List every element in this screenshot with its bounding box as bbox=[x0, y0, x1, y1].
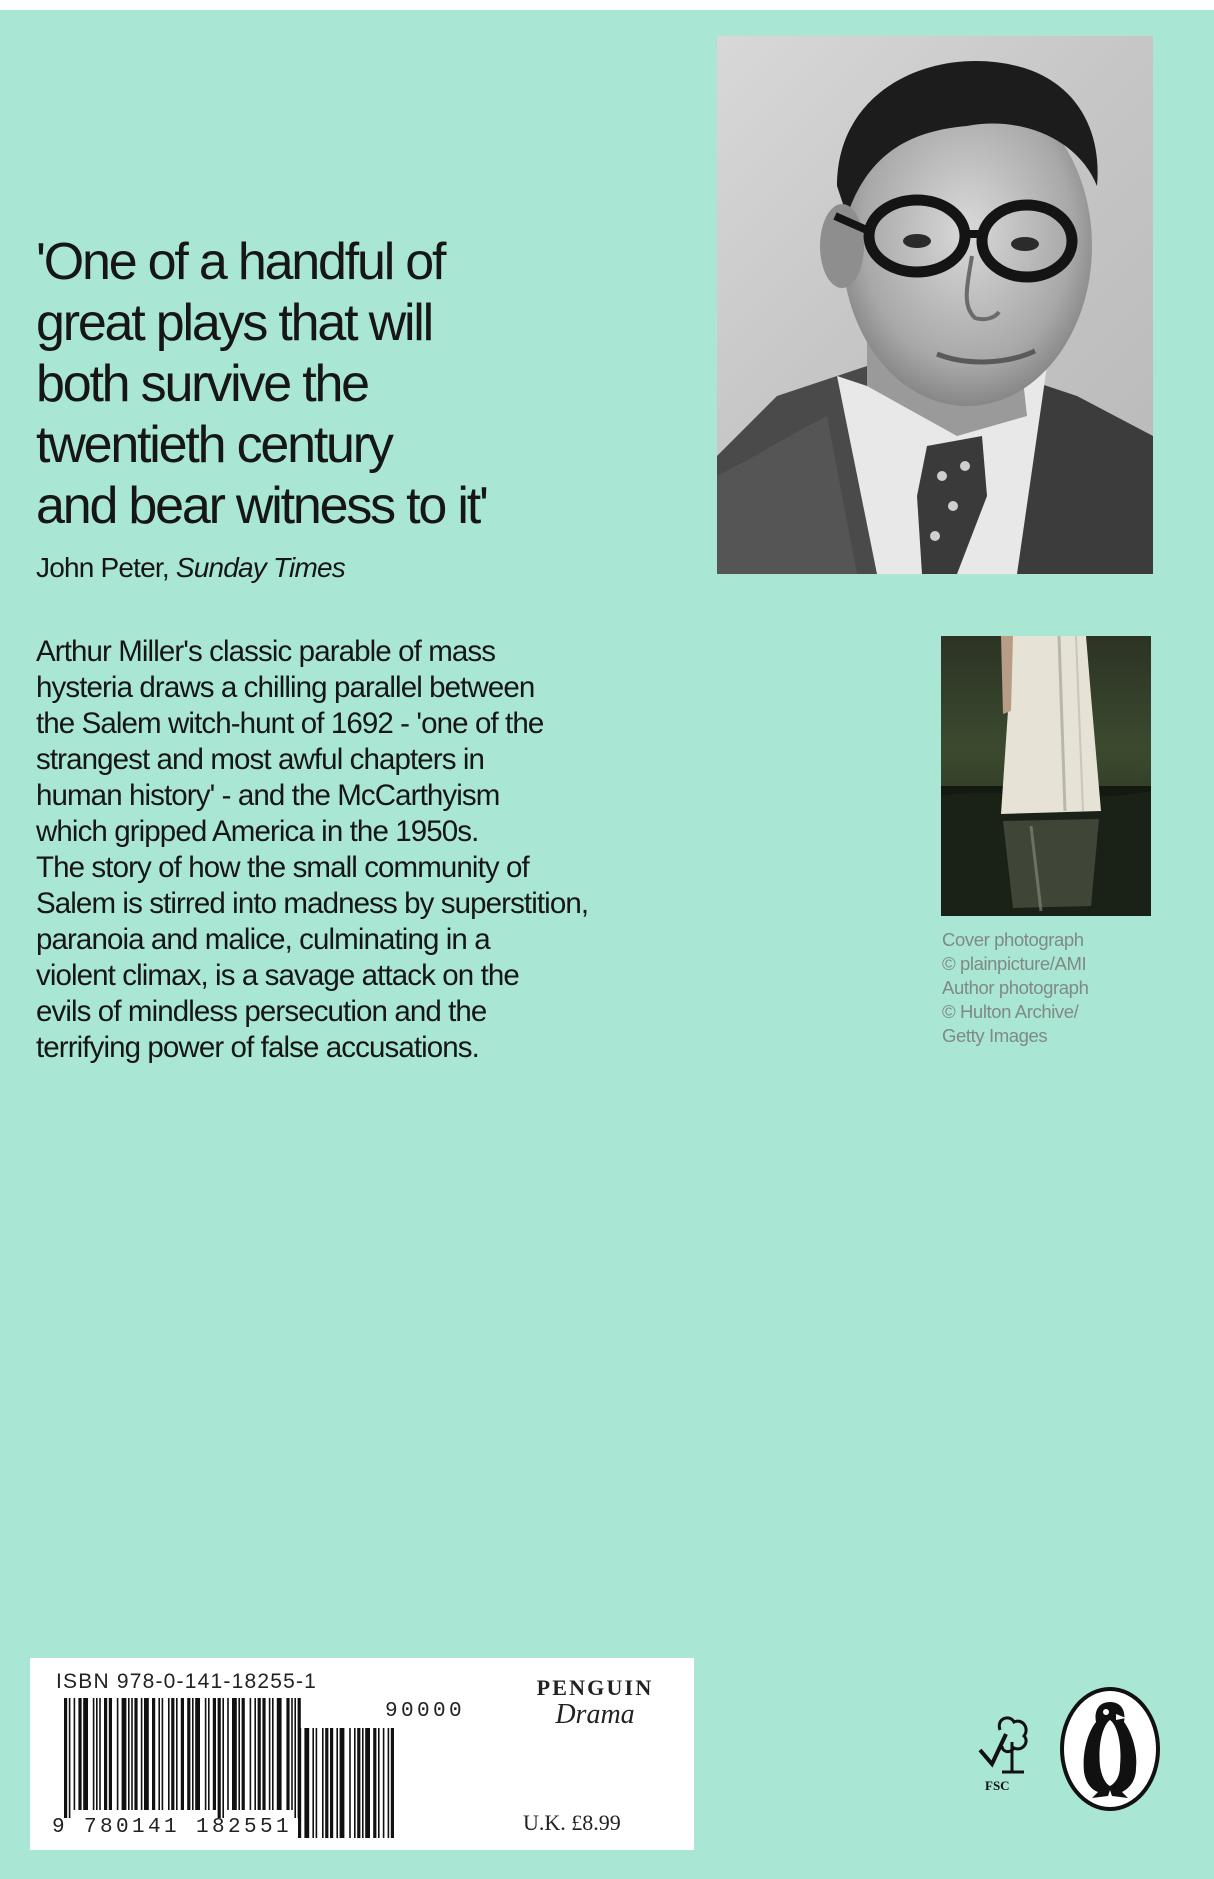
barcode-bar bbox=[187, 1698, 190, 1810]
barcode-bar bbox=[64, 1698, 67, 1818]
barcode-bar bbox=[222, 1698, 224, 1818]
barcode-digits: 9 780141 182551 bbox=[52, 1816, 293, 1839]
barcode-addon-bar bbox=[298, 1728, 301, 1838]
barcode-bar bbox=[134, 1698, 137, 1810]
barcode-bar bbox=[242, 1698, 245, 1810]
barcode-bar bbox=[176, 1698, 178, 1810]
blurb-line: Arthur Miller's classic parable of mass bbox=[36, 635, 496, 668]
barcode-bar bbox=[117, 1698, 119, 1810]
barcode-bar bbox=[227, 1698, 229, 1810]
quote-line: twentieth century bbox=[36, 416, 392, 474]
barcode-bar bbox=[294, 1698, 296, 1818]
author-portrait-image bbox=[717, 36, 1153, 574]
barcode-bar bbox=[232, 1698, 237, 1810]
barcode-bar bbox=[291, 1698, 293, 1810]
barcode-bar bbox=[208, 1698, 210, 1810]
credit-line: Author photograph bbox=[942, 977, 1089, 998]
publisher-imprint-block bbox=[520, 1675, 670, 1731]
barcode-addon-bar bbox=[322, 1728, 324, 1838]
barcode-bar bbox=[195, 1698, 200, 1810]
credit-line: © Hulton Archive/ bbox=[942, 1001, 1079, 1022]
blurb-line: hysteria draws a chilling parallel between bbox=[36, 671, 535, 704]
barcode-bar bbox=[152, 1698, 155, 1810]
barcode-bar bbox=[104, 1698, 107, 1810]
publisher-imprint: Drama bbox=[555, 1699, 635, 1730]
barcode-bar bbox=[144, 1698, 149, 1810]
photo-credits bbox=[942, 928, 1172, 1048]
barcode-bar bbox=[254, 1698, 256, 1810]
barcode-bar bbox=[74, 1698, 76, 1810]
publisher-name: PENGUIN bbox=[536, 1675, 654, 1700]
barcode-bar bbox=[258, 1698, 261, 1810]
cover-photo-image bbox=[941, 636, 1151, 916]
barcode-bar bbox=[269, 1698, 271, 1810]
barcode-bar bbox=[171, 1698, 174, 1810]
barcode-bar bbox=[96, 1698, 98, 1810]
barcode-addon-bar bbox=[354, 1728, 356, 1838]
blurb-line: strangest and most awful chapters in bbox=[36, 743, 485, 776]
barcode-bar bbox=[286, 1698, 289, 1810]
price: U.K. £8.99 bbox=[523, 1810, 621, 1835]
quote-line: both survive the bbox=[36, 355, 368, 413]
barcode-addon-bar bbox=[312, 1728, 314, 1838]
barcode-bar bbox=[277, 1698, 282, 1810]
barcode-addon-bar bbox=[383, 1728, 385, 1838]
barcode-addon-bar bbox=[357, 1728, 360, 1838]
quote-line: 'One of a handful of bbox=[36, 233, 445, 291]
isbn-text: ISBN 978-0-141-18255-1 bbox=[56, 1670, 318, 1693]
blurb-line: The story of how the small community of bbox=[36, 851, 529, 884]
barcode-addon-bar bbox=[391, 1728, 394, 1838]
attribution-source: Sunday Times bbox=[175, 552, 345, 583]
barcode-bar bbox=[250, 1698, 252, 1810]
review-quote bbox=[36, 232, 656, 537]
barcode-addon-bar bbox=[362, 1728, 364, 1838]
attribution-name: John Peter, bbox=[36, 552, 176, 583]
barcode-bar bbox=[238, 1698, 240, 1810]
barcode-bar bbox=[93, 1698, 95, 1810]
author-photo bbox=[717, 36, 1153, 574]
barcode-bar bbox=[69, 1698, 71, 1818]
barcode-bar bbox=[109, 1698, 112, 1810]
quote-attribution bbox=[36, 552, 345, 584]
barcode-addon-bar bbox=[365, 1728, 370, 1838]
barcode-addon-bar bbox=[304, 1728, 309, 1838]
blurb-line: terrifying power of false accusations. bbox=[36, 1031, 479, 1064]
penguin-logo-icon bbox=[1058, 1686, 1162, 1812]
barcode-bar bbox=[128, 1698, 130, 1810]
blurb-line: the Salem witch-hunt of 1692 - 'one of the bbox=[36, 707, 544, 740]
barcode-bar bbox=[205, 1698, 207, 1810]
barcode-addon-bar bbox=[340, 1728, 345, 1838]
barcode-bar bbox=[83, 1698, 88, 1810]
credit-line: Getty Images bbox=[942, 1025, 1048, 1046]
barcode-bar bbox=[122, 1698, 127, 1810]
barcode-bar bbox=[131, 1698, 133, 1810]
quote-line: great plays that will bbox=[36, 294, 433, 352]
barcode-addon-bar bbox=[378, 1728, 380, 1838]
barcode-addon-digits: 90000 bbox=[385, 1700, 466, 1723]
blurb-line: Salem is stirred into madness by superstition, bbox=[36, 887, 589, 920]
barcode-bar bbox=[181, 1698, 184, 1810]
fsc-label: FSC bbox=[985, 1778, 1010, 1793]
fsc-tree-icon bbox=[972, 1712, 1032, 1778]
barcode-bar bbox=[158, 1698, 160, 1810]
barcode-bar bbox=[262, 1698, 265, 1810]
barcode-bar bbox=[272, 1698, 274, 1810]
blurb-line: violent climax, is a savage attack on the bbox=[36, 959, 519, 992]
credit-line: Cover photograph bbox=[942, 929, 1084, 950]
barcode-addon-bar bbox=[388, 1728, 390, 1838]
barcode-bar bbox=[213, 1698, 216, 1810]
barcode-bar bbox=[162, 1698, 164, 1810]
barcode-bar bbox=[141, 1698, 143, 1810]
barcode-addon-bar bbox=[316, 1728, 318, 1838]
barcode-addon-bar bbox=[373, 1728, 376, 1838]
quote-line: and bear witness to it' bbox=[36, 477, 487, 535]
barcode-addon-bar bbox=[325, 1728, 328, 1838]
barcode-bar bbox=[192, 1698, 194, 1810]
barcode-addon-bar bbox=[336, 1728, 338, 1838]
blurb-line: evils of mindless persecution and the bbox=[36, 995, 487, 1028]
barcode-panel bbox=[30, 1658, 694, 1850]
credit-line: © plainpicture/AMI bbox=[942, 953, 1087, 974]
barcode-bar bbox=[218, 1698, 221, 1818]
blurb-line: which gripped America in the 1950s. bbox=[36, 815, 479, 848]
barcode-bar bbox=[78, 1698, 81, 1810]
barcode-bar bbox=[99, 1698, 101, 1810]
barcode-addon-bar bbox=[349, 1728, 351, 1838]
cover-photo-thumbnail bbox=[941, 636, 1151, 916]
blurb-line: human history' - and the McCarthyism bbox=[36, 779, 500, 812]
blurb-text bbox=[36, 634, 676, 1066]
blurb-line: paranoia and malice, culminating in a bbox=[36, 923, 490, 956]
barcode-bar bbox=[168, 1698, 170, 1810]
barcode-addon-bar bbox=[330, 1728, 333, 1838]
